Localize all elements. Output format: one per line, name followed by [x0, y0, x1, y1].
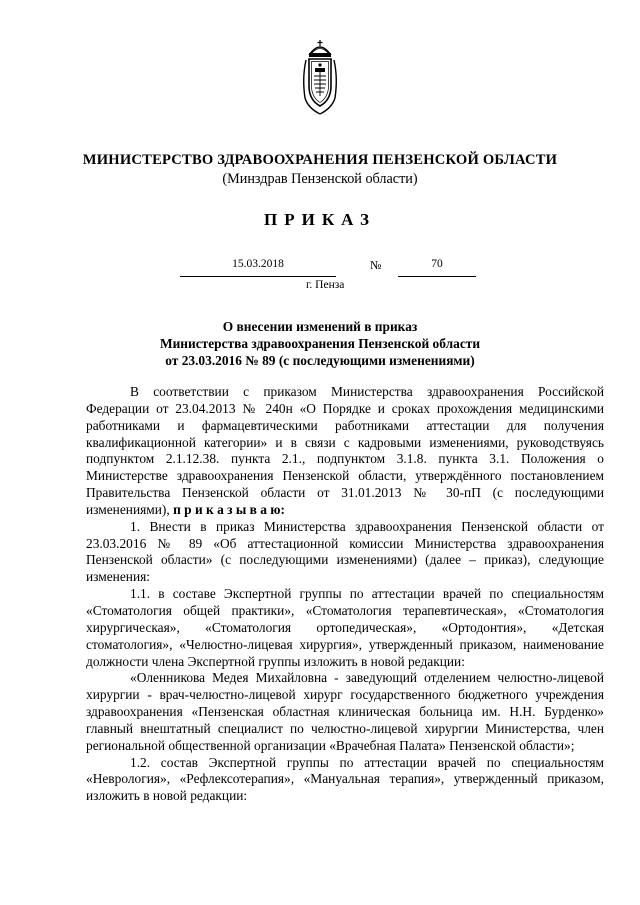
ministry-short-name: (Минздрав Пензенской области) [222, 171, 418, 187]
document-type-title: ПРИКАЗ [264, 210, 376, 229]
clause-1-2: 1.2. состав Экспертной группы по аттестации врачей по специальностям «Неврология», «Рефлексотерапия», «Мануальная терапия», утвержденный приказом, изложить в новой редакции: [86, 754, 604, 804]
subject-line-3: от 23.03.2016 № 89 (с последующими изменениями) [165, 353, 475, 368]
subject-line-2: Министерства здравоохранения Пензенской области [159, 336, 481, 351]
order-subject [0, 318, 640, 369]
order-body [86, 384, 604, 805]
preamble-paragraph [86, 384, 604, 519]
order-verb-colon: : [280, 501, 285, 517]
order-number: 70 [398, 258, 476, 277]
clause-1-1: 1.1. в составе Экспертной группы по аттестации врачей по специальностям «Стоматология общей практики», «Стоматология терапевтическая», «Стоматология хирургическая», «Стоматология ортопедическая», «Ортодонтия», «Детская стоматология», «Челюстно-лицевая хирургия», утвержденный приказом, наименование должности члена Экспертной группы изложить в новой редакции: [86, 586, 604, 669]
coat-of-arms-icon [298, 38, 342, 116]
clause-1: 1. Внести в приказ Министерства здравоохранения Пензенской области от 23.03.2016 № 89 «Об аттестационной комиссии Министерства здравоохранения Пензенской области» (с последующими изменениями) (далее – приказ), следующие изменения: [86, 518, 604, 585]
ministry-name: МИНИСТЕРСТВО ЗДРАВООХРАНЕНИЯ ПЕНЗЕНСКОЙ ОБЛАСТИ [82, 152, 558, 168]
clause-1-1-text: «Оленникова Медея Михайловна - заведующий отделением челюстно-лицевой хирургии - врач-челюстно-лицевой хирург государственного бюджетного учреждения здравоохранения «Пензенская областная клиническая больница им. Н.Н. Бурденко» главный внештатный специалист по челюстно-лицевой хирургии Министерства, член региональной общественной организации «Врачебная Палата» Пензенской области»; [86, 670, 604, 753]
order-city: г. Пенза [306, 279, 345, 291]
subject-line-1: О внесении изменений в приказ [222, 319, 418, 334]
order-number-sign: № [370, 258, 382, 272]
order-verb: п р и к а з ы в а ю [173, 501, 281, 517]
preamble-text: В соответствии с приказом Министерства здравоохранения Российской Федерации от 23.04.2013 № 240н «О Порядке и сроках прохождения медицинскими работниками и фармацевтическими работниками аттестации для получения квалификационной категории» и в связи с кадровыми изменениями, руководствуясь подпунктом 2.1.12.38. пункта 2.1., подпунктом 3.1.8. пункта 3.1. Положения о Министерстве здравоохранения Пензенской области, утверждённого постановлением Правительства Пензенской области от 31.01.2013 № 30-пП (с последующими изменениями), [86, 384, 604, 517]
order-date: 15.03.2018 [180, 258, 336, 277]
